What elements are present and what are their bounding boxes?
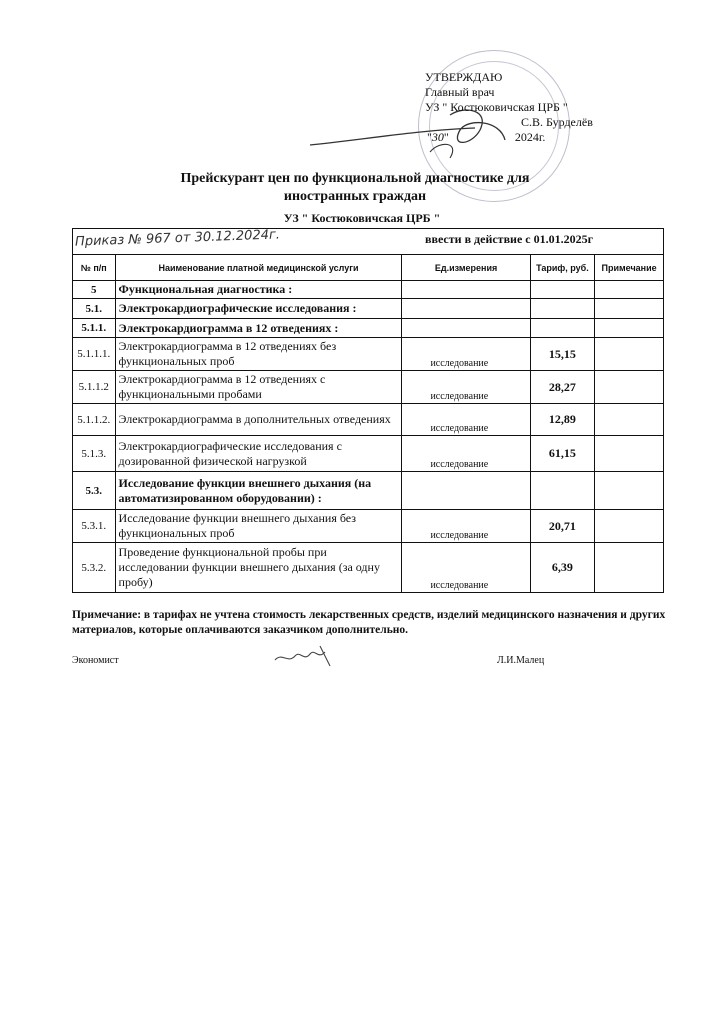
row-number: 5.3.2.: [73, 543, 116, 593]
table-row: [73, 436, 664, 472]
tariff-value: [530, 299, 594, 319]
service-name: Функциональная диагностика :: [115, 281, 402, 299]
table-row: [73, 371, 664, 404]
service-name: Проведение функциональной пробы при исследовании функции внешнего дыхания (за одну пробу): [115, 543, 402, 593]
col-price-header: Тариф, руб.: [530, 255, 594, 281]
effective-row: [73, 229, 664, 255]
economist-signature: [270, 642, 340, 670]
col-number-header: № п/п: [73, 255, 116, 281]
note-cell: [595, 472, 664, 510]
tariff-value: [530, 319, 594, 338]
approval-signatory: С.В. Бурделёв: [521, 115, 593, 129]
table-row: [73, 472, 664, 510]
service-name: Электрокардиограмма в дополнительных отведениях: [115, 404, 402, 436]
service-name: Электрокардиографические исследования с дозированной физической нагрузкой: [115, 436, 402, 472]
economist-name: Л.И.Малец: [497, 655, 545, 666]
note-cell: [595, 510, 664, 543]
approval-organization: УЗ " Костюковичская ЦРБ ": [425, 100, 568, 114]
unit-of-measure: [402, 319, 530, 338]
footnote: Примечание: в тарифах не учтена стоимость лекарственных средств, изделий медицинского назначения и других материалов, которые оплачиваются заказчиком дополнительно.: [72, 609, 666, 636]
unit-of-measure: [402, 472, 530, 510]
unit-of-measure: [402, 281, 530, 299]
approval-block: [425, 70, 635, 145]
organization-name: УЗ " Костюковичская ЦРБ ": [283, 211, 441, 225]
service-name: Электрокардиографические исследования :: [115, 299, 402, 319]
approval-position: Главный врач: [425, 85, 495, 99]
approval-date: "30" 2024г.: [427, 130, 546, 144]
tariff-value: 61,15: [530, 436, 594, 472]
effective-date: ввести в действие с 01.01.2025г: [425, 232, 594, 246]
table-row: [73, 281, 664, 299]
order-handwritten-note: Приказ № 967 от 30.12.2024г.: [74, 227, 281, 250]
col-service-header: Наименование платной медицинской услуги: [115, 255, 402, 281]
note-cell: [595, 371, 664, 404]
unit-of-measure: исследование: [402, 510, 530, 543]
service-name: Электрокардиограмма в 12 отведениях с функциональными пробами: [115, 371, 402, 404]
tariff-value: 28,27: [530, 371, 594, 404]
tariff-value: [530, 472, 594, 510]
row-number: 5.1.1.1.: [73, 338, 116, 371]
unit-of-measure: исследование: [402, 436, 530, 472]
note-cell: [595, 436, 664, 472]
service-name: Электрокардиограмма в 12 отведениях :: [115, 319, 402, 338]
table-row: [73, 299, 664, 319]
price-table: [72, 228, 664, 593]
unit-of-measure: [402, 299, 530, 319]
service-name: Исследование функции внешнего дыхания (на автоматизированном оборудовании) :: [115, 472, 402, 510]
table-row: [73, 543, 664, 593]
row-number: 5: [73, 281, 116, 299]
page-title: Прейскурант цен по функциональной диагностике для иностранных граждан: [180, 171, 530, 204]
tariff-value: 15,15: [530, 338, 594, 371]
row-number: 5.1.: [73, 299, 116, 319]
row-number: 5.1.1.2.: [73, 404, 116, 436]
row-number: 5.1.1.2: [73, 371, 116, 404]
col-unit-header: Ед.измерения: [402, 255, 530, 281]
row-number: 5.3.1.: [73, 510, 116, 543]
approval-date-day: 30: [431, 130, 444, 144]
tariff-value: 20,71: [530, 510, 594, 543]
note-cell: [595, 338, 664, 371]
unit-of-measure: исследование: [402, 543, 530, 593]
table-body: [73, 281, 664, 593]
table-row: [73, 338, 664, 371]
unit-of-measure: исследование: [402, 404, 530, 436]
economist-title: Экономист: [72, 655, 119, 666]
note-cell: [595, 543, 664, 593]
note-cell: [595, 281, 664, 299]
table-row: [73, 319, 664, 338]
table-row: [73, 404, 664, 436]
col-note-header: Примечание: [595, 255, 664, 281]
unit-of-measure: исследование: [402, 338, 530, 371]
note-cell: [595, 299, 664, 319]
row-number: 5.1.3.: [73, 436, 116, 472]
table-header-row: [73, 255, 664, 281]
row-number: 5.1.1.: [73, 319, 116, 338]
unit-of-measure: исследование: [402, 371, 530, 404]
service-name: Исследование функции внешнего дыхания без функциональных проб: [115, 510, 402, 543]
service-name: Электрокардиограмма в 12 отведениях без функциональных проб: [115, 338, 402, 371]
tariff-value: 6,39: [530, 543, 594, 593]
note-cell: [595, 404, 664, 436]
tariff-value: [530, 281, 594, 299]
row-number: 5.3.: [73, 472, 116, 510]
note-cell: [595, 319, 664, 338]
approval-heading: УТВЕРЖДАЮ: [425, 70, 503, 84]
tariff-value: 12,89: [530, 404, 594, 436]
approval-date-year: 2024г.: [514, 130, 546, 144]
table-row: [73, 510, 664, 543]
